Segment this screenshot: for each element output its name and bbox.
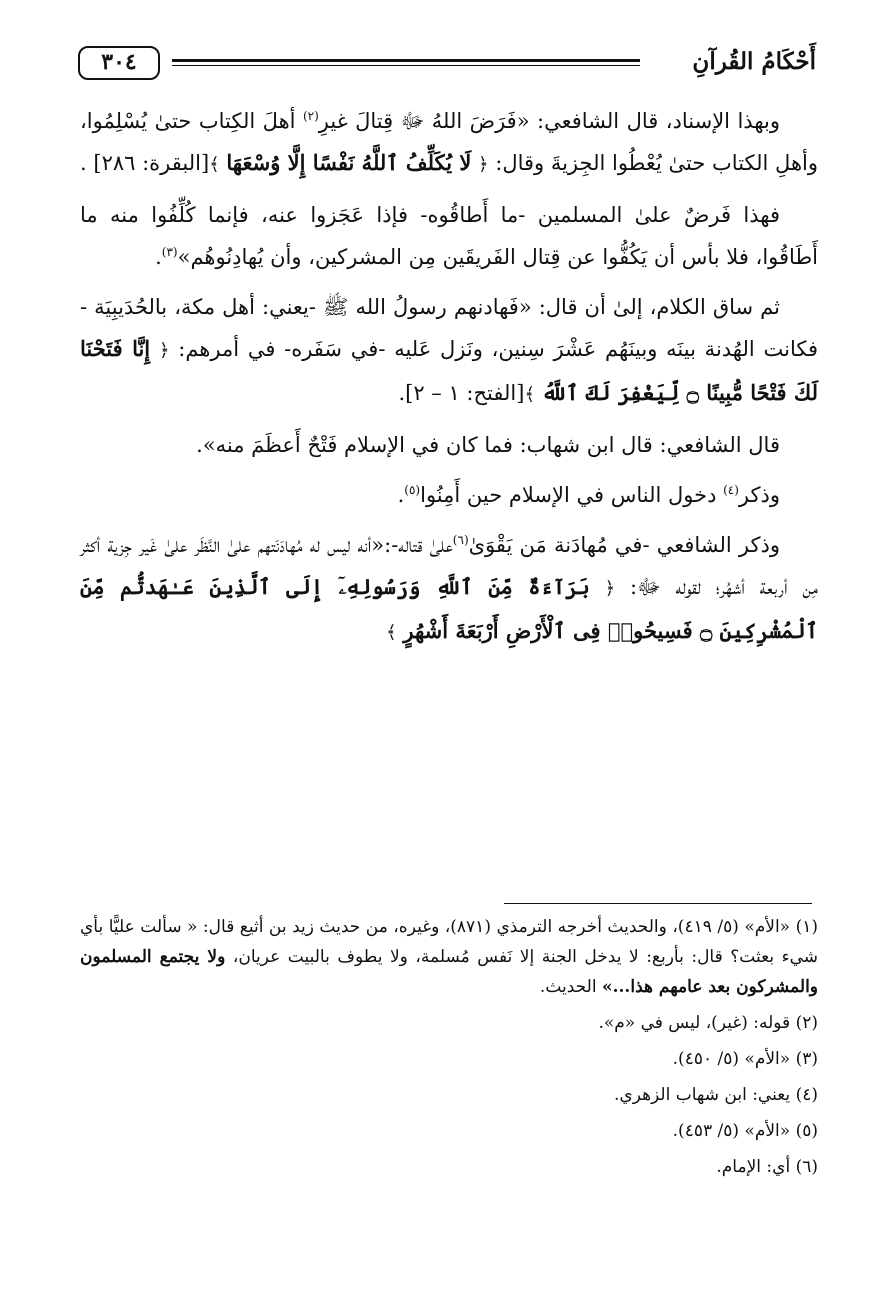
paragraph-text: علىٰ قتاله-:«أنه ليس له مُهادَنَتهم علىٰ النَّظَر علىٰ غَير جِزية أكثر مِن أربعة أشهُر؛ لقوله ﷻ: bbox=[80, 533, 818, 599]
quran-verse: إِنَّا فَتَحْنَا لَكَ فَتْحًا مُّبِينًا ۝ لِّيَغْفِرَ لَكَ ٱللَّهُ bbox=[80, 336, 818, 405]
footnote-ref-2[interactable]: (٢) bbox=[302, 109, 319, 123]
paragraph-text: دخول الناس في الإسلام حين أَمِنُوا bbox=[420, 483, 724, 507]
footnote-5: (٥) «الأم» (٥/ ٤٥٣). bbox=[672, 1121, 818, 1141]
footnote-ref-5[interactable]: (٥) bbox=[404, 483, 421, 497]
paragraph-text: وذكر bbox=[738, 483, 780, 507]
paragraph-3 bbox=[80, 286, 818, 416]
footnote-ref-3[interactable]: (٣) bbox=[161, 245, 178, 259]
quran-verse: بَرَآءَةٌ مِّنَ ٱللَّهِ وَرَسُولِهِۦٓ إِلَى ٱلَّذِينَ عَـٰهَدتُّم مِّنَ ٱلْمُشْرِكِينَ ۝ فَسِيحُوا۟ فِى ٱلْأَرْضِ أَرْبَعَةَ أَشْهُرٍ bbox=[80, 574, 818, 643]
header-rule-thin bbox=[172, 65, 640, 66]
verse-reference: [البقرة: ٢٨٦] . bbox=[80, 151, 210, 175]
paragraph-4: قال الشافعي: قال ابن شهاب: فما كان في الإسلام فَتْحٌ أَعظَمَ منه». bbox=[196, 433, 780, 457]
book-title: أَحْكَامُ القُرآنِ bbox=[692, 48, 816, 75]
footnote-6: (٦) أي: الإمام. bbox=[716, 1157, 818, 1177]
footnote-4: (٤) يعني: ابن شهاب الزهري. bbox=[614, 1085, 818, 1105]
footnote-text: الحديث. bbox=[539, 977, 602, 997]
paragraph-text: وذكر الشافعي -في مُهادَنة مَن يَقْوَىٰ bbox=[468, 533, 780, 557]
main-text bbox=[80, 100, 818, 662]
paragraph-text: فهذا فَرضٌ علىٰ المسلمين -ما أَطاقُوه- فإذا عَجَزوا عنه، فإنما كُلِّفُوا منه ما أَطَاقُوا، فلا بأس أن يَكُفُّوا عن قِتال الفَريقَين مِن المشركين، وأن يُهادِنُوهُم» bbox=[80, 203, 818, 269]
paragraph-text: . bbox=[397, 483, 405, 507]
paragraph-text: ثم ساق الكلام، إلىٰ أن قال: «فَهادنهم رسولُ الله ﷺ -يعني: أهل مكة، بالحُدَيبِيَة - فكانت الهُدنة بينَه وبينَهُم عَشْرَ سِنين، ونَزل عَليه -في سَفَره- في أمرهم: bbox=[80, 295, 818, 361]
paragraph-text: . bbox=[155, 245, 162, 269]
verse-reference: [الفتح: ١ – ٢]. bbox=[398, 381, 525, 405]
header-rule bbox=[172, 59, 640, 62]
paragraph-text: وبهذا الإسناد، قال الشافعي: «فَرَضَ اللهُ ﷻ قِتالَ غيرِ bbox=[318, 109, 780, 133]
quran-open-ornament: ﴿ bbox=[158, 340, 170, 361]
footnote-3: (٣) «الأم» (٥/ ٤٥٠). bbox=[672, 1049, 818, 1069]
page-number: ٣٠٤ bbox=[78, 46, 160, 80]
quran-close-ornament: ﴾ bbox=[386, 622, 397, 643]
footnote-1 bbox=[80, 912, 818, 1002]
paragraph-5 bbox=[80, 474, 818, 516]
footnote-separator bbox=[504, 903, 812, 904]
footnotes bbox=[80, 912, 818, 1188]
footnote-ref-6[interactable]: (٦) bbox=[452, 533, 469, 547]
footnote-2: (٢) قوله: (غير)، ليس في «م». bbox=[598, 1013, 818, 1033]
quran-verse: لَا يُكَلِّفُ ٱللَّهُ نَفْسًا إِلَّا وُسْعَهَا bbox=[226, 150, 472, 175]
footnote-hadith-quote: ولا يجتمع المسلمون والمشركون بعد عامهم هذا...» bbox=[80, 947, 818, 997]
quran-close-ornament: ﴾ bbox=[209, 154, 220, 175]
quran-open-ornament: ﴿ bbox=[604, 578, 616, 599]
quran-open-ornament: ﴿ bbox=[478, 154, 489, 175]
quran-close-ornament: ﴾ bbox=[524, 384, 535, 405]
footnote-text: (١) «الأم» (٥/ ٤١٩)، والحديث أخرجه الترمذي (٨٧١)، وغيره، من حديث زيد بن أثيع قال: « سألت عليًّا بأي شيء بعثت؟ قال: بأربع: لا يدخل الجنة إلا نَفس مُسلمة، ولا يطوف بالبيت عريان، bbox=[80, 917, 818, 967]
paragraph-text: أهلَ الكِتاب حتىٰ يُسْلِمُوا، وأهلِ الكتاب حتىٰ يُعْطُوا الجِزيةَ وقال: bbox=[80, 109, 818, 175]
paragraph-1 bbox=[80, 100, 818, 186]
paragraph-2 bbox=[80, 194, 818, 278]
paragraph-6 bbox=[80, 524, 818, 654]
footnote-ref-4[interactable]: (٤) bbox=[723, 483, 739, 497]
page-header bbox=[78, 42, 816, 86]
